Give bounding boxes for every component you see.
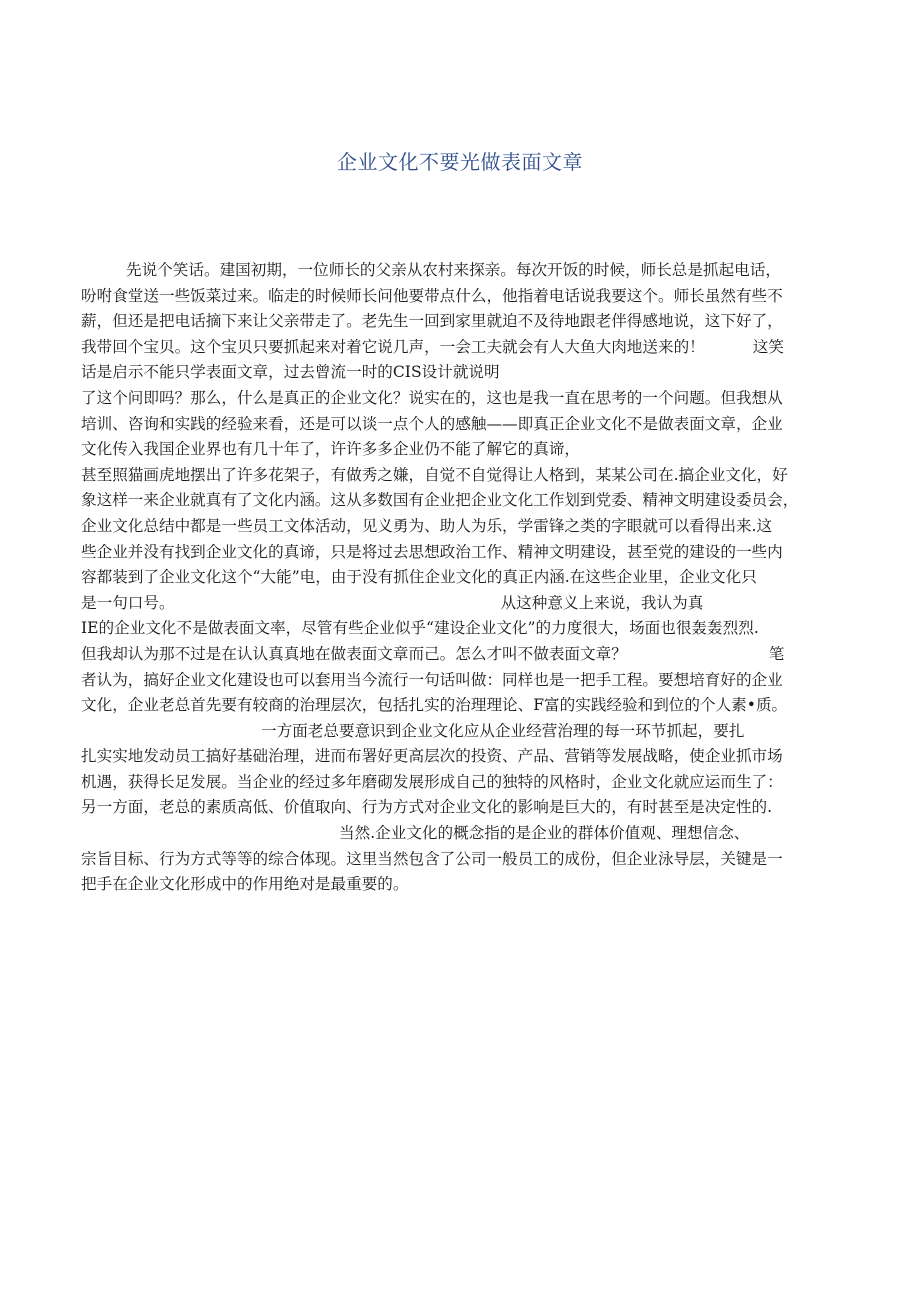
body-line: 文化传入我国企业界也有几十年了，许许多多企业仍不能了解它的真谛， bbox=[81, 440, 581, 459]
body-line-with-tail bbox=[81, 335, 841, 361]
body-line-with-tail bbox=[81, 642, 841, 668]
body-line: 了这个问即吗？那么，什么是真正的企业文化？说实在的，这也是我一直在思考的一个问题。但我想从 bbox=[81, 388, 783, 407]
body-line-segment: 是一句口号。 bbox=[81, 593, 175, 612]
body-line: 培训、咨询和实践的经验来看，还是可以谈一点个人的感触——即真正企业文化不是做表面文章，企业 bbox=[81, 414, 783, 433]
body-line: 文化，企业老总首先要有较商的治理层次，包括扎实的治理理论、F富的实践经验和到位的个人素•质。 bbox=[81, 696, 788, 715]
body-line-segment: 笔 bbox=[768, 644, 785, 663]
body-line-with-tail bbox=[81, 591, 841, 617]
body-line: 话是启示不能只学表面文章，过去曾流一时的CIS设计就说明 bbox=[81, 363, 500, 382]
document-title: 企业文化不要光做表面文章 bbox=[337, 150, 583, 174]
body-line-segment: 我带回个宝贝。这个宝贝只要抓起来对着它说几声，一会工夫就会有人大鱼大肉地送来的！ bbox=[81, 337, 705, 356]
body-line: 些企业并没有找到企业文化的真谛，只是将过去思想政治工作、精神文明建设，甚至党的建设的一些内 bbox=[81, 542, 783, 561]
body-line: 宗旨目标、行为方式等等的综合体现。这里当然包含了公司一般员工的成份，但企业泳导层，关键是一 bbox=[81, 849, 783, 868]
body-line-segment: 这笑 bbox=[752, 337, 784, 356]
body-line: 当然.企业文化的概念指的是企业的群体价值观、理想信念、 bbox=[339, 824, 750, 843]
body-line-segment: 但我却认为那不过是在认认真真地在做表面文章而己。怎么才叫不做表面文章？ bbox=[81, 644, 627, 663]
body-line: 甚至照猫画虎地摆出了许多花架子，有做秀之嫌，自觉不自觉得让人格到，某某公司在.搞企业文化，好 bbox=[81, 465, 788, 484]
body-line: 机遇，获得长足发展。当企业的经过多年磨砌发展形成自己的独特的风格时，企业文化就应运而生了： bbox=[81, 772, 783, 791]
body-line: 一方面老总要意识到企业文化应从企业经营治理的每一环节抓起，要扎 bbox=[261, 721, 745, 740]
body-line: 容都装到了企业文化这个“大能”电，由于没有抓住企业文化的真正内涵.在这些企业里，企业文化只 bbox=[81, 568, 757, 587]
body-line: 另一方面，老总的素质高低、价值取向、行为方式对企业文化的影响是巨大的，有时甚至是决定性的. bbox=[81, 798, 773, 817]
document-body bbox=[81, 258, 841, 898]
body-line: 先说个笑话。建国初期，一位师长的父亲从农村来探亲。每次开饭的时候，师长总是抓起电话， bbox=[126, 261, 781, 279]
body-line: IE的企业文化不是做表面文率，尽管有些企业似乎“建设企业文化”的力度很大，场面也很轰轰烈烈. bbox=[81, 619, 759, 638]
body-line-segment: 从这种意义上来说，我认为真 bbox=[500, 593, 704, 612]
body-line: 企业文化总结中都是一些员工文体活动，见义勇为、助人为乐，学雷锋之类的字眼就可以看得出来.这 bbox=[81, 516, 773, 535]
body-line: 象这样一来企业就真有了文化内涵。这从多数国有企业把企业文化工作划到党委、精神文明建设委员会， bbox=[81, 491, 799, 510]
body-line: 扎实实地发动员工搞好基础治理，进而布署好更高层次的投资、产品、营销等发展战略，使企业抓市场 bbox=[81, 747, 783, 766]
body-line: 薪，但还是把电话摘下来让父亲带走了。老先生一回到家里就迫不及待地跟老伴得感地说，这下好了， bbox=[81, 312, 783, 331]
body-line: 吩咐食堂送一些饭菜过来。临走的时候师长问他要带点什么，他指着电话说我要这个。师长虽然有些不 bbox=[81, 286, 783, 305]
body-line: 把手在企业文化形成中的作用绝对是最重要的。 bbox=[81, 875, 409, 894]
body-line: 者认为，搞好企业文化建设也可以套用当今流行一句话叫做：同样也是一把手工程。要想培育好的企业 bbox=[81, 670, 783, 689]
